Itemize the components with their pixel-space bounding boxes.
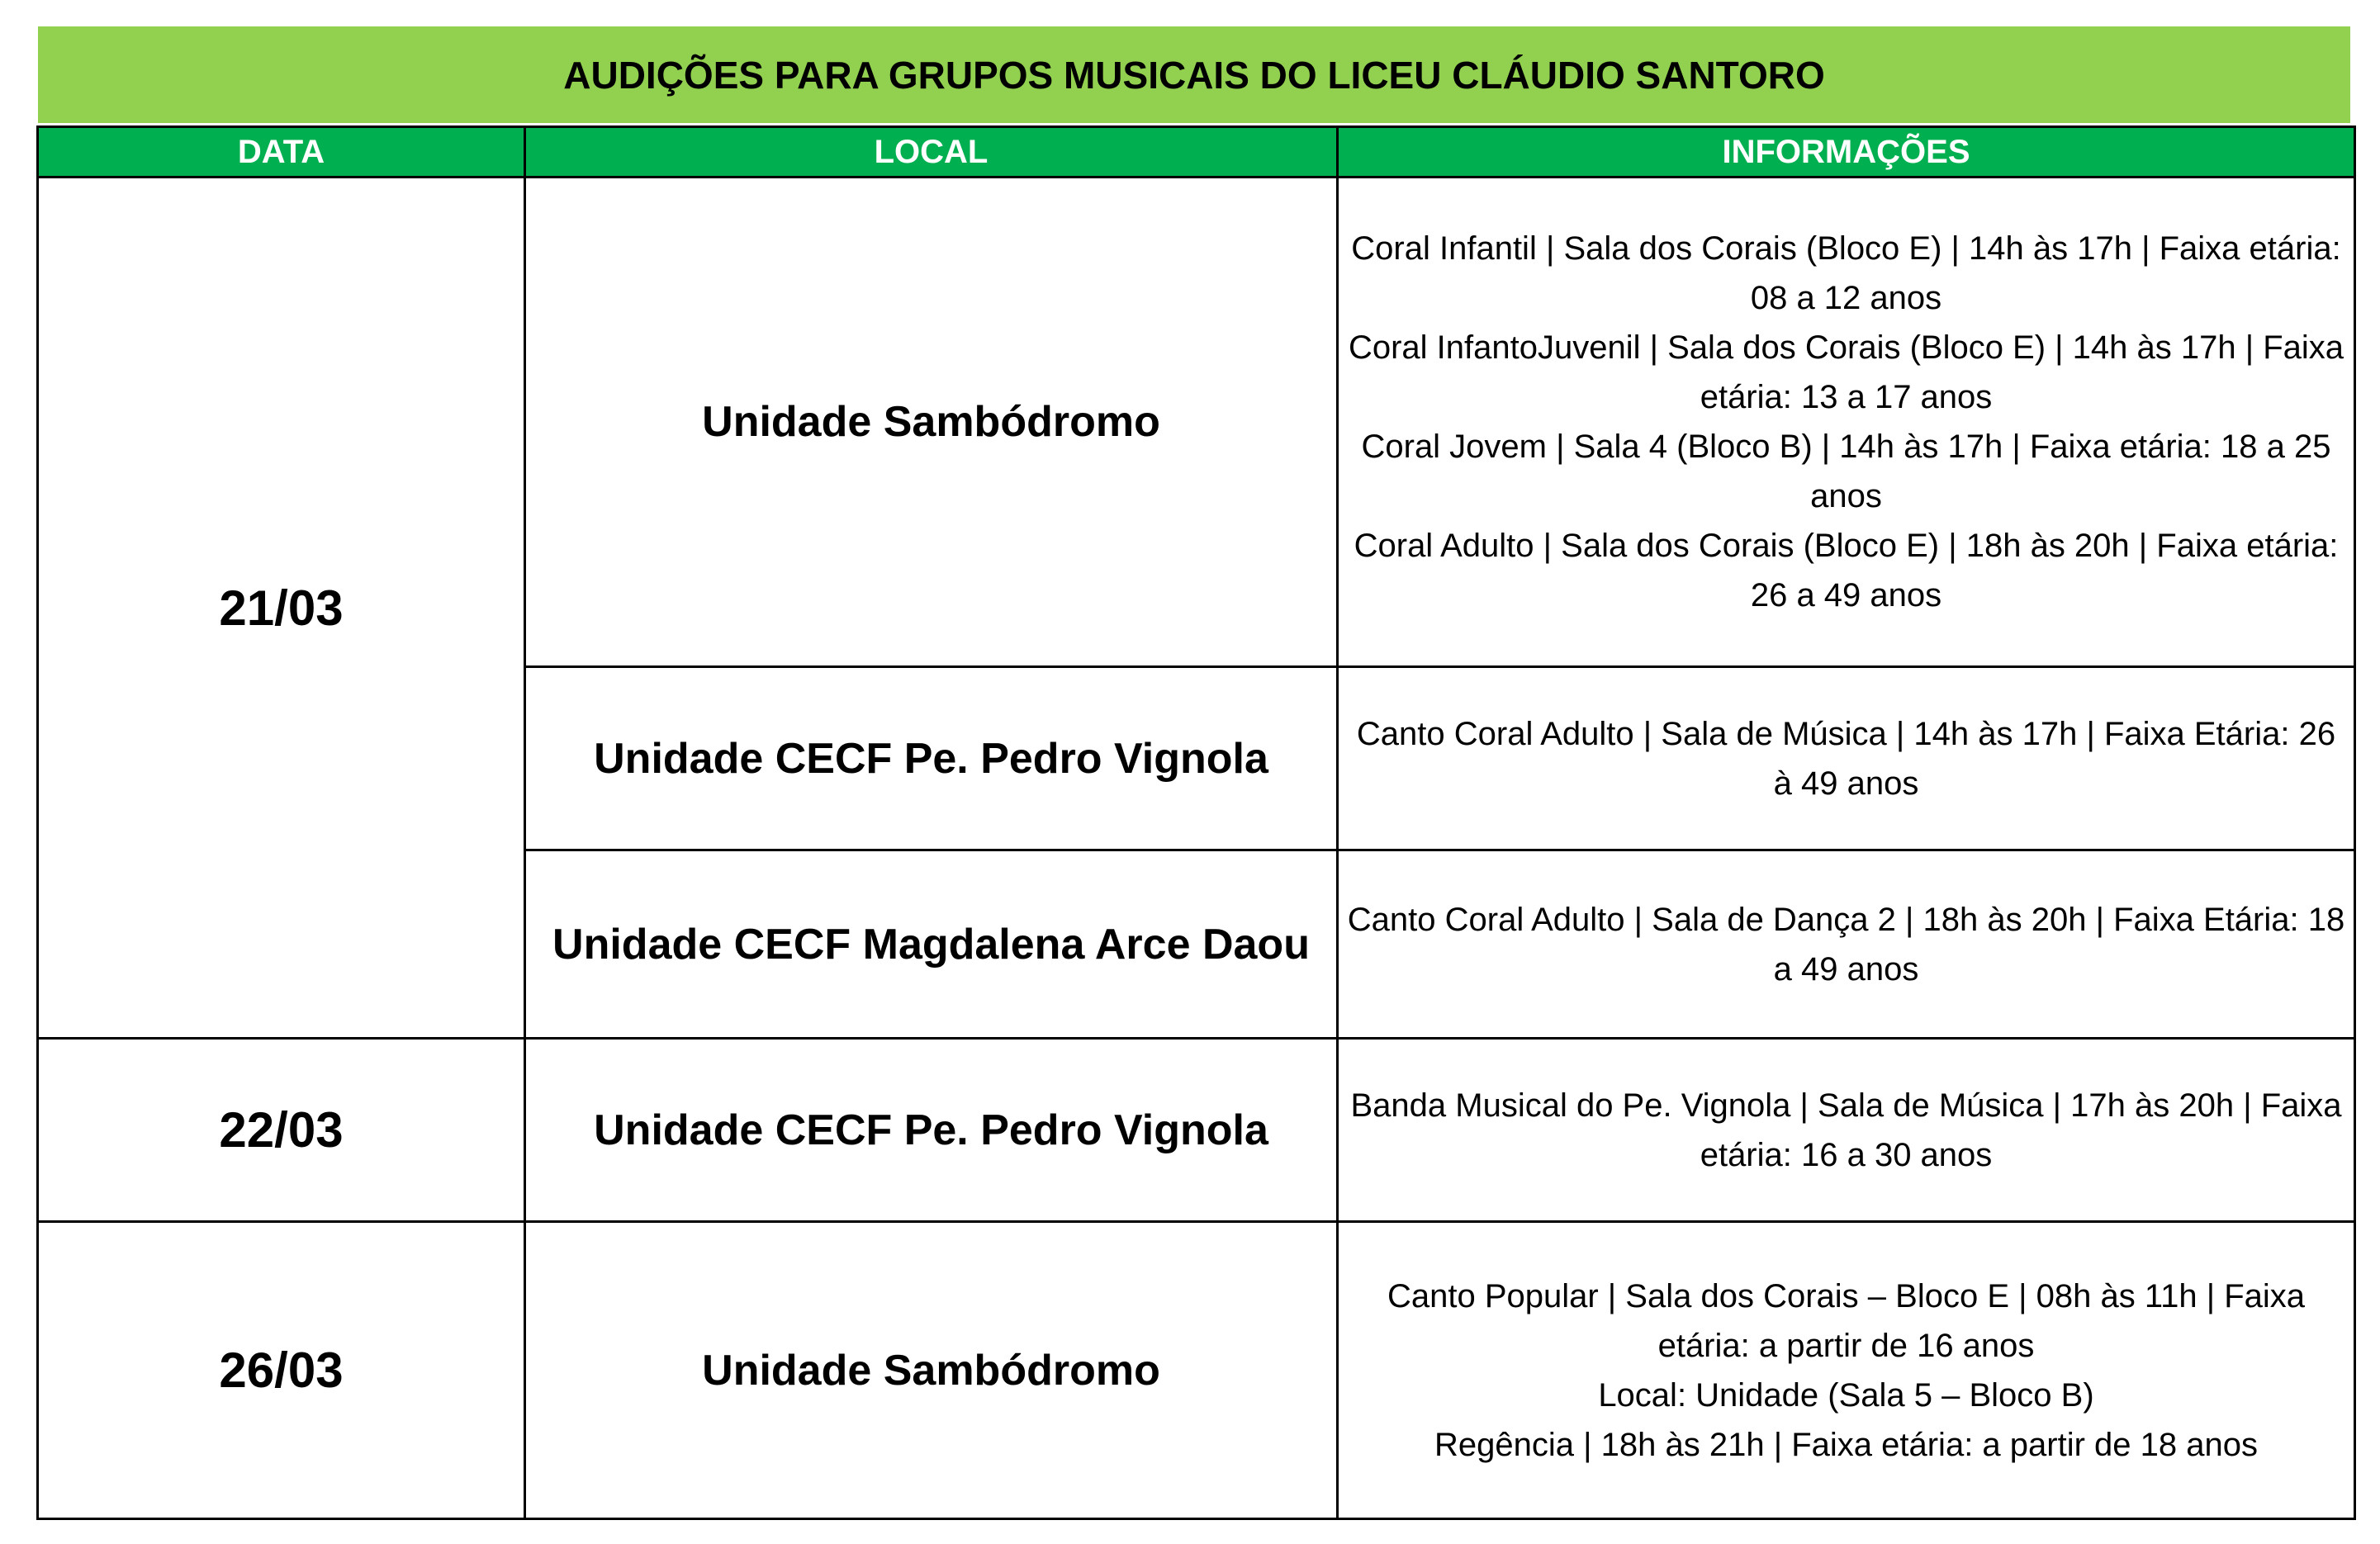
info-cell bbox=[1338, 667, 2355, 850]
date-cell: 21/03 bbox=[38, 178, 525, 1039]
table-row bbox=[38, 178, 2355, 667]
header-info: INFORMAÇÕES bbox=[1338, 127, 2355, 178]
info-line: Coral Infantil | Sala dos Corais (Bloco E) | 14h às 17h | Faixa etária: 08 a 12 anos bbox=[1351, 230, 2341, 316]
header-local: LOCAL bbox=[525, 127, 1338, 178]
local-cell: Unidade CECF Pe. Pedro Vignola bbox=[525, 1039, 1338, 1222]
schedule-table bbox=[36, 126, 2356, 1520]
local-cell: Unidade CECF Pe. Pedro Vignola bbox=[525, 667, 1338, 850]
info-cell bbox=[1338, 1222, 2355, 1519]
date-cell: 22/03 bbox=[38, 1039, 525, 1222]
local-cell: Unidade CECF Magdalena Arce Daou bbox=[525, 850, 1338, 1039]
table-row bbox=[38, 1222, 2355, 1519]
info-line: Local: Unidade (Sala 5 – Bloco B) bbox=[1598, 1376, 2094, 1414]
info-cell bbox=[1338, 850, 2355, 1039]
header-data: DATA bbox=[38, 127, 525, 178]
info-line: Coral Jovem | Sala 4 (Bloco B) | 14h às 17h | Faixa etária: 18 a 25 anos bbox=[1361, 429, 2331, 514]
table-row bbox=[38, 1039, 2355, 1222]
date-cell: 26/03 bbox=[38, 1222, 525, 1519]
info-line: Canto Coral Adulto | Sala de Dança 2 | 18h às 20h | Faixa Etária: 18 a 49 anos bbox=[1347, 901, 2345, 987]
info-line: Coral Adulto | Sala dos Corais (Bloco E) | 18h às 20h | Faixa etária: 26 a 49 anos bbox=[1354, 528, 2339, 613]
info-line: Canto Coral Adulto | Sala de Música | 14h às 17h | Faixa Etária: 26 à 49 anos bbox=[1356, 715, 2336, 802]
info-line: Regência | 18h às 21h | Faixa etária: a partir de 18 anos bbox=[1434, 1426, 2258, 1463]
local-cell: Unidade Sambódromo bbox=[525, 178, 1338, 667]
info-line: Canto Popular | Sala dos Corais – Bloco E | 08h às 11h | Faixa etária: a partir de 16 anos bbox=[1387, 1277, 2306, 1364]
header-row bbox=[38, 127, 2355, 178]
local-cell: Unidade Sambódromo bbox=[525, 1222, 1338, 1519]
info-cell bbox=[1338, 1039, 2355, 1222]
page-title: AUDIÇÕES PARA GRUPOS MUSICAIS DO LICEU CLÁUDIO SANTORO bbox=[563, 53, 1825, 97]
info-line: Coral InfantoJuvenil | Sala dos Corais (Bloco E) | 14h às 17h | Faixa etária: 13 a 17 anos bbox=[1348, 329, 2344, 415]
info-line: Banda Musical do Pe. Vignola | Sala de Música | 17h às 20h | Faixa etária: 16 a 30 anos bbox=[1350, 1087, 2342, 1173]
info-cell bbox=[1338, 178, 2355, 667]
title-bar bbox=[38, 26, 2350, 123]
